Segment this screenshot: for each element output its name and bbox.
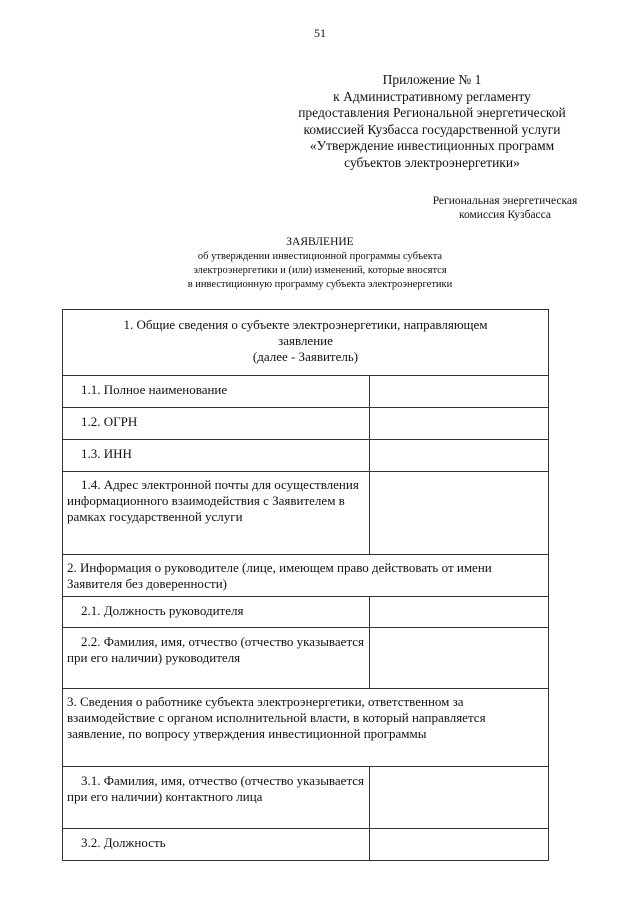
table-row — [63, 376, 549, 408]
table-row — [63, 829, 549, 861]
section-row — [63, 310, 549, 376]
section-1-header — [63, 310, 549, 376]
field-label-ogrn: 1.2. ОГРН — [63, 408, 370, 440]
field-value-ogrn[interactable] — [370, 408, 549, 440]
section-3-header: 3. Сведения о работнике субъекта электроэнергетики, ответственном за взаимодействие с органом исполнительной власти, в который направляется заявление, по вопросу утверждения инвестиционной программы — [63, 689, 549, 767]
subtitle-line: об утверждении инвестиционной программы субъекта — [197, 251, 443, 262]
appendix-header — [262, 72, 602, 171]
table-row — [63, 472, 549, 555]
field-value-manager-name[interactable] — [370, 628, 549, 689]
field-label-manager-position: 2.1. Должность руководителя — [63, 597, 370, 628]
appendix-line: к Административному регламенту — [333, 88, 531, 104]
section-1-line: 1. Общие сведения о субъекте электроэнергетики, направляющем — [123, 317, 488, 332]
field-label-contact-position: 3.2. Должность — [63, 829, 370, 861]
appendix-line: субъектов электроэнергетики» — [344, 154, 520, 170]
field-value-full-name[interactable] — [370, 376, 549, 408]
appendix-line: предоставления Региональной энергетической — [298, 105, 566, 120]
statement-title: ЗАЯВЛЕНИЕ — [286, 236, 354, 248]
table-row — [63, 628, 549, 689]
table-row — [63, 767, 549, 829]
section-row — [63, 555, 549, 597]
subtitle-line: электроэнергетики и (или) изменений, которые вносятся — [193, 265, 447, 276]
section-2-header: 2. Информация о руководителе (лице, имеющем право действовать от имени Заявителя без доверенности) — [63, 555, 549, 597]
table-row — [63, 408, 549, 440]
field-label-inn: 1.3. ИНН — [63, 440, 370, 472]
field-value-contact-name[interactable] — [370, 767, 549, 829]
field-value-contact-position[interactable] — [370, 829, 549, 861]
field-label-manager-name: 2.2. Фамилия, имя, отчество (отчество указывается при его наличии) руководителя — [63, 628, 370, 689]
field-label-full-name: 1.1. Полное наименование — [63, 376, 370, 408]
appendix-line: комиссией Кузбасса государственной услуги — [303, 121, 561, 137]
section-row — [63, 689, 549, 767]
field-label-email: 1.4. Адрес электронной почты для осуществления информационного взаимодействия с Заявителем в рамках государственной услуги — [63, 472, 370, 555]
field-value-manager-position[interactable] — [370, 597, 549, 628]
section-1-line: (далее - Заявитель) — [252, 349, 359, 364]
appendix-line: Приложение № 1 — [382, 72, 482, 87]
application-form-table — [62, 309, 549, 861]
addressee-line: Региональная энергетическая — [432, 195, 578, 207]
appendix-line: «Утверждение инвестиционных программ — [309, 138, 555, 153]
table-row — [63, 597, 549, 628]
field-label-contact-name: 3.1. Фамилия, имя, отчество (отчество указывается при его наличии) контактного лица — [63, 767, 370, 829]
field-value-inn[interactable] — [370, 440, 549, 472]
table-row — [63, 440, 549, 472]
section-1-line: заявление — [278, 333, 333, 348]
statement-subtitle — [140, 250, 500, 292]
field-value-email[interactable] — [370, 472, 549, 555]
subtitle-line: в инвестиционную программу субъекта электроэнергетики — [187, 279, 453, 290]
addressee — [400, 194, 610, 222]
addressee-line: комиссия Кузбасса — [459, 209, 551, 221]
page-number: 51 — [314, 26, 326, 40]
